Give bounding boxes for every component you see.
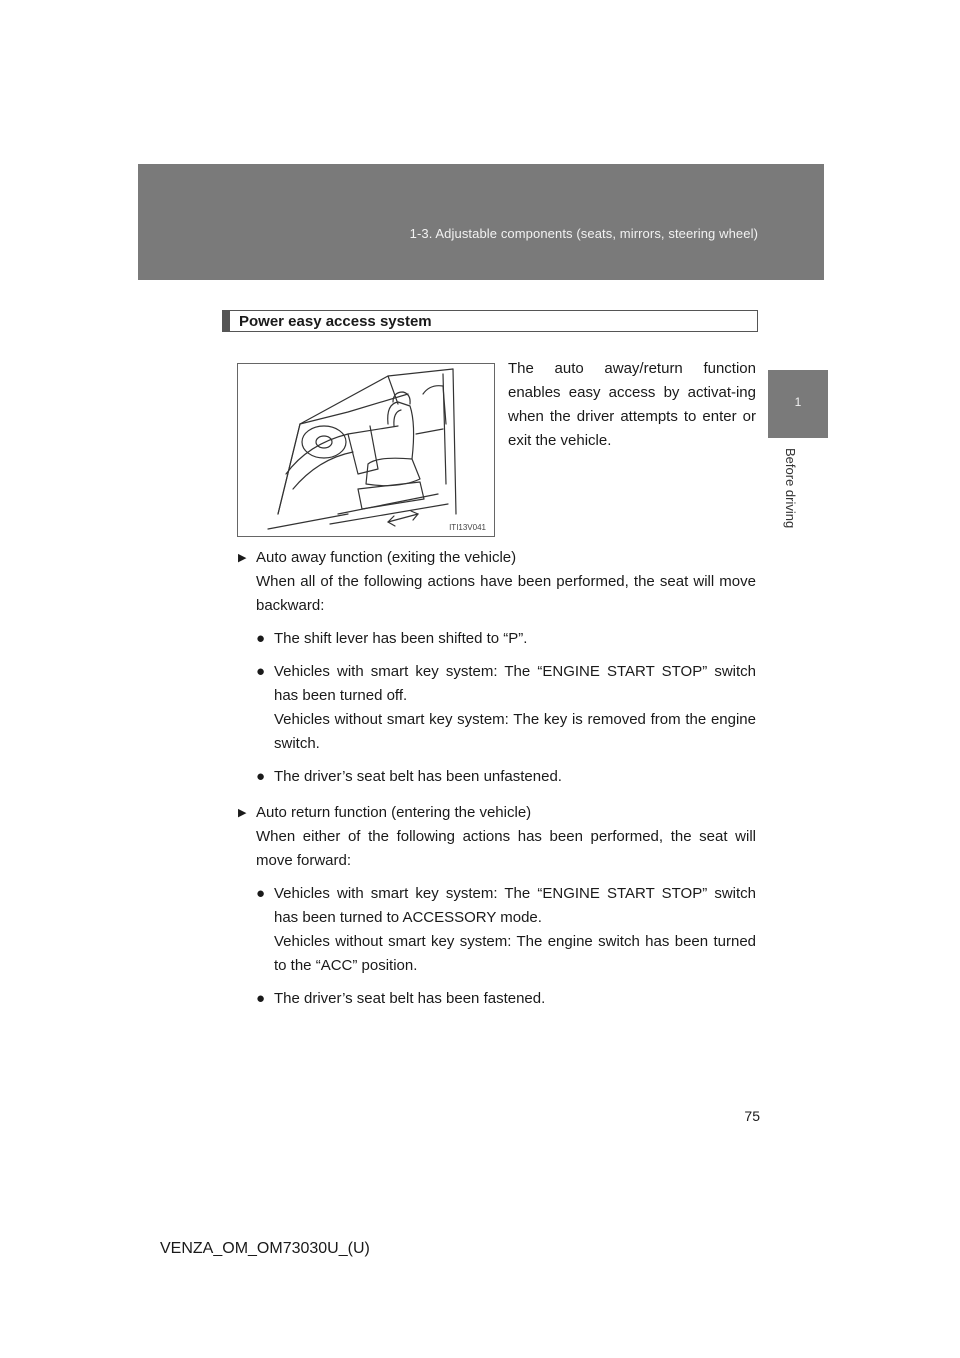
list-item-text: Vehicles with smart key system: The “ENGINE START STOP” switch has been turned to ACCESSORY mode. <box>274 885 756 926</box>
chapter-tab-label: Before driving <box>783 448 798 529</box>
bullet-icon: ● <box>256 885 266 902</box>
arrow-icon: ▶ <box>238 552 247 564</box>
bullet-icon: ● <box>256 990 266 1007</box>
chapter-tab <box>768 370 828 438</box>
page-number: 75 <box>744 1108 760 1124</box>
section-heading <box>222 310 758 332</box>
auto-return-desc: When either of the following actions has been performed, the seat will move forward: <box>256 828 756 869</box>
auto-away-section <box>238 546 756 789</box>
auto-away-title: Auto away function (exiting the vehicle) <box>256 549 517 566</box>
list-item-text: The shift lever has been shifted to “P”. <box>274 630 528 647</box>
car-interior-drawing <box>238 364 494 536</box>
list-item <box>256 627 756 651</box>
body-content <box>238 546 756 1011</box>
list-item <box>256 987 756 1011</box>
list-item-text: The driver’s seat belt has been unfastened. <box>274 768 562 785</box>
figure-code: ITI13V041 <box>449 523 486 532</box>
seat-illustration <box>237 363 495 537</box>
auto-away-desc: When all of the following actions have been performed, the seat will move backward: <box>256 573 756 614</box>
list-item <box>256 660 756 756</box>
page-header-band <box>138 164 824 280</box>
list-item <box>256 882 756 978</box>
section-heading-text: Power easy access system <box>239 312 432 330</box>
chapter-tab-number: 1 <box>794 395 802 409</box>
document-code: VENZA_OM_OM73030U_(U) <box>160 1240 370 1257</box>
arrow-icon: ▶ <box>238 807 247 819</box>
heading-marker <box>223 311 230 331</box>
list-item-text: Vehicles without smart key system: The key is removed from the engine switch. <box>274 711 756 752</box>
bullet-icon: ● <box>256 663 266 680</box>
list-item <box>256 765 756 789</box>
auto-return-section <box>238 801 756 1011</box>
bullet-icon: ● <box>256 630 266 647</box>
list-item-text: Vehicles with smart key system: The “ENGINE START STOP” switch has been turned off. <box>274 663 756 704</box>
intro-paragraph: The auto away/return function enables easy access by activat-ing when the driver attempts to enter or exit the vehicle. <box>508 360 756 449</box>
list-item-text: The driver’s seat belt has been fastened. <box>274 990 546 1007</box>
chapter-title: 1-3. Adjustable components (seats, mirrors, steering wheel) <box>409 226 758 241</box>
auto-return-title: Auto return function (entering the vehicle) <box>256 804 532 821</box>
list-item-text: Vehicles without smart key system: The engine switch has been turned to the “ACC” position. <box>274 933 756 974</box>
bullet-icon: ● <box>256 768 266 785</box>
